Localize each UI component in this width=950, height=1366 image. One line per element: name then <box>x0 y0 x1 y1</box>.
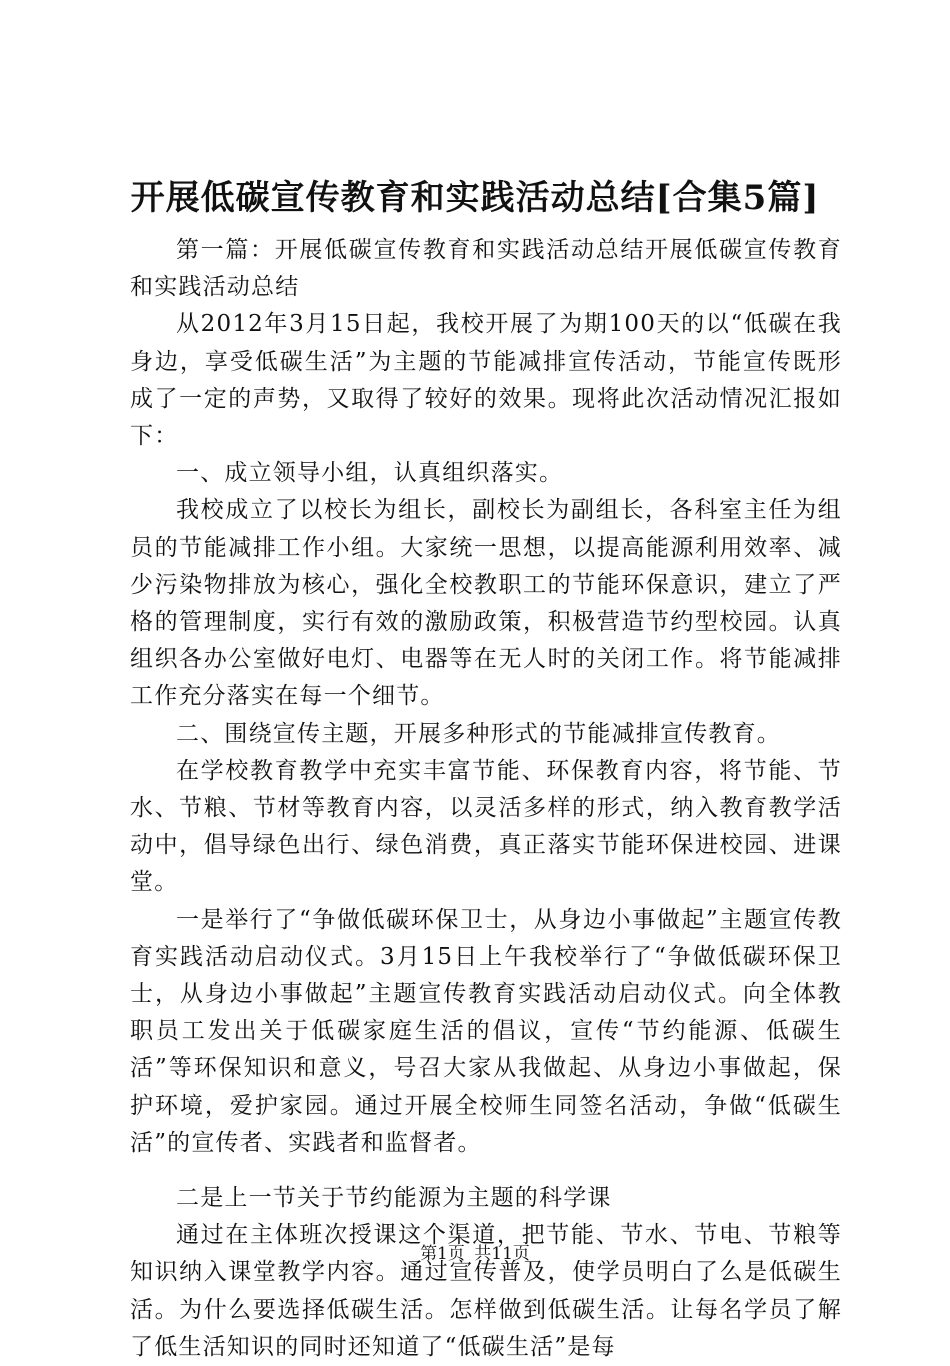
page-footer <box>0 1243 950 1265</box>
section-heading: 二、围绕宣传主题，开展多种形式的节能减排宣传教育。 <box>176 720 781 747</box>
page-number: 第1页 <box>420 1244 465 1264</box>
section-heading: 一、成立领导小组，认真组织落实。 <box>176 460 564 487</box>
paragraph-intro: 第一篇：开展低碳宣传教育和实践活动总结开展低碳宣传教育和实践活动总结 <box>130 237 842 301</box>
paragraph: 我校成立了以校长为组长，副校长为副组长，各科室主任为组员的节能减排工作小组。大家统一思想，以提高能源利用效率、减少污染物排放为核心，强化全校教职工的节能环保意识，建立了严格的管理制度，实行有效的激励政策，积极营造节约型校园。认真组织各办公室做好电灯、电器等在无人时的关闭工作。将节能减排工作充分落实在每一个细节。 <box>130 497 842 710</box>
paragraph: 从2012年3月15日起，我校开展了为期100天的以“低碳在我身边，享受低碳生活”为主题的节能减排宣传活动，节能宣传既形成了一定的声势，又取得了较好的效果。现将此次活动情况汇报如下： <box>130 311 842 450</box>
paragraph: 在学校教育教学中充实丰富节能、环保教育内容，将节能、节水、节粮、节材等教育内容，以灵活多样的形式，纳入教育教学活动中，倡导绿色出行、绿色消费，真正落实节能环保进校园、进课堂。 <box>130 757 842 896</box>
paragraph: 一是举行了“争做低碳环保卫士，从身边小事做起”主题宣传教育实践活动启动仪式。3月15日上午我校举行了“争做低碳环保卫士，从身边小事做起”主题宣传教育实践活动启动仪式。向全体教职员工发出关于低碳家庭生活的倡议，宣传“节约能源、低碳生活”等环保知识和意义，号召大家从我做起、从身边小事做起，保护环境，爱护家园。通过开展全校师生同签名活动，争做“低碳生活”的宣传者、实践者和监督者。 <box>130 906 842 1156</box>
document-body <box>130 232 842 1366</box>
section-heading: 二是上一节关于节约能源为主题的科学课 <box>176 1185 612 1212</box>
paragraph: 通过在主体班次授课这个渠道，把节能、节水、节电、节粮等知识纳入课堂教学内容。通过宣传普及，使学员明白了么是低碳生活。为什么要选择低碳生活。怎样做到低碳生活。让每名学员了解了低生活知识的同时还知道了“低碳生活”是每 <box>130 1222 842 1360</box>
page-total: 共11页 <box>474 1244 530 1264</box>
document-title: 开展低碳宣传教育和实践活动总结[合集5篇] <box>130 178 820 218</box>
